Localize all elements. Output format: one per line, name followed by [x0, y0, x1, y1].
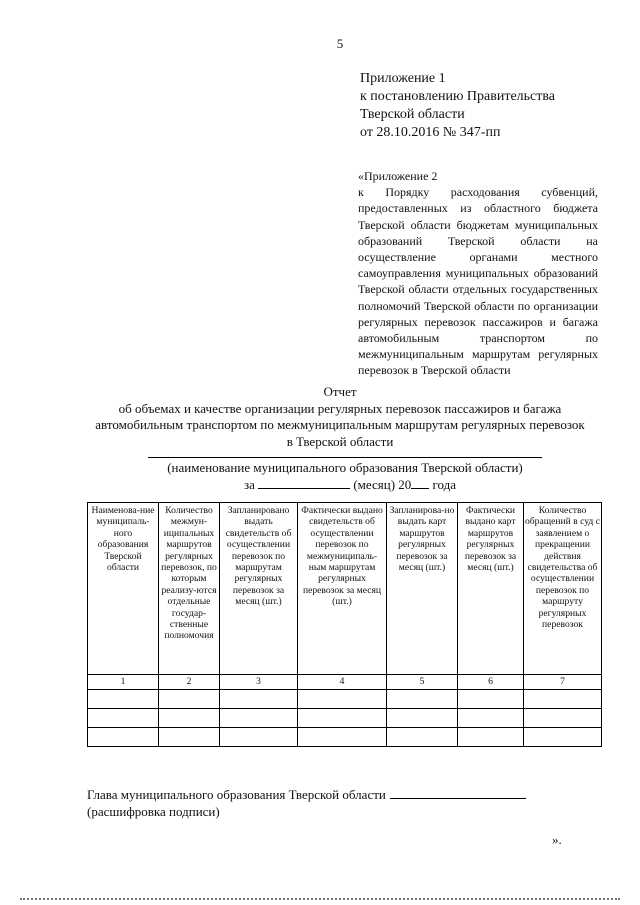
table-cell — [387, 690, 458, 709]
column-number: 1 — [88, 675, 159, 690]
period-za-label: за — [243, 477, 255, 492]
closing-quote: ». — [552, 832, 562, 847]
table-cell — [387, 728, 458, 747]
table-cell — [458, 690, 524, 709]
table-cell — [524, 690, 602, 709]
table-cell — [88, 690, 159, 709]
table-cell — [220, 709, 298, 728]
municipality-name-caption: (наименование муниципального образования Тверской области) — [167, 460, 523, 475]
table-cell — [298, 728, 387, 747]
report-subtitle-line: об объемах и качестве организации регулярных перевозок пассажиров и багажа — [118, 400, 562, 416]
table-header-cell: Количество межмун-иципальных маршрутов регулярных перевозок, по которым реализу-ются отдельные государ-ственные полномочия — [159, 503, 220, 675]
table-cell — [88, 728, 159, 747]
report-title-block — [80, 384, 600, 450]
municipality-name-line — [148, 457, 542, 458]
signature-line-row — [87, 786, 526, 803]
column-number: 6 — [458, 675, 524, 690]
signature-block — [87, 786, 526, 820]
appendix-1-line: Тверской области — [360, 107, 465, 122]
table-cell — [298, 690, 387, 709]
month-label: (месяц) 20 — [353, 477, 412, 492]
signature-decoding: (расшифровка подписи) — [87, 804, 220, 819]
signature-blank — [390, 787, 526, 799]
table-header-cell: Фактически выдано свидетельств об осуществлении перевозок по межмуниципаль-ным маршрутам регулярных перевозок за месяц (шт.) — [298, 503, 387, 675]
year-label: года — [432, 477, 457, 492]
table-cell — [524, 709, 602, 728]
column-number: 5 — [387, 675, 458, 690]
table-row — [88, 709, 602, 728]
table-header-cell: Запланирова-но выдать карт маршрутов регулярных перевозок за месяц (шт.) — [387, 503, 458, 675]
report-title: Отчет — [323, 384, 357, 399]
report-table — [87, 502, 602, 747]
table-header-cell: Количество обращений в суд с заявлением о прекращении действия свидетельства об осуществлении перевозок по маршруту регулярных перевозок — [524, 503, 602, 675]
table-cell — [88, 709, 159, 728]
report-subtitle-line: автомобильным транспортом по межмуниципальным маршрутам регулярных перевозок — [95, 417, 585, 432]
column-number: 4 — [298, 675, 387, 690]
table-header-cell: Фактически выдано карт маршрутов регулярных перевозок за месяц (шт.) — [458, 503, 524, 675]
table-cell — [220, 690, 298, 709]
table-cell — [387, 709, 458, 728]
table-cell — [220, 728, 298, 747]
column-number: 3 — [220, 675, 298, 690]
appendix-1-line: от 28.10.2016 № 347-пп — [360, 125, 501, 140]
report-subtitle-line: в Тверской области — [286, 433, 394, 449]
year-blank — [411, 478, 429, 489]
table-header-cell: Запланировано выдать свидетельств об осуществлении перевозок по маршрутам регулярных перевозок за месяц (шт.) — [220, 503, 298, 675]
table-number-row — [88, 675, 602, 690]
month-blank — [258, 478, 350, 489]
appendix-1-line: Приложение 1 — [360, 71, 446, 86]
period-row — [100, 477, 600, 493]
table-cell — [458, 709, 524, 728]
scan-bottom-edge — [20, 898, 620, 900]
column-number: 7 — [524, 675, 602, 690]
appendix-2-heading: «Приложение 2 — [358, 169, 438, 183]
signature-label: Глава муниципального образования Тверской области — [87, 787, 386, 802]
table-cell — [159, 709, 220, 728]
appendix-2-block — [358, 168, 598, 379]
table-row — [88, 728, 602, 747]
appendix-1-block — [360, 70, 555, 142]
column-number: 2 — [159, 675, 220, 690]
table-cell — [159, 728, 220, 747]
table-header-cell: Наименова-ние муниципаль-ного образования Тверской области — [88, 503, 159, 675]
table-cell — [524, 728, 602, 747]
appendix-2-body: к Порядку расходования субвенций, предоставленных из областного бюджета Тверской области бюджетам муниципальных образований Тверской области на осуществление органами местного самоуправления муниципальных образований Тверской области отдельных государственных полномочий Тверской области по организации регулярных перевозок пассажиров и багажа автомобильным транспортом по межмуниципальным маршрутам регулярных перевозок в Тверской области — [358, 185, 598, 378]
table-row — [88, 690, 602, 709]
appendix-1-line: к постановлению Правительства — [360, 89, 556, 104]
page-number: 5 — [336, 36, 344, 51]
table-header-row — [88, 503, 602, 675]
table-cell — [298, 709, 387, 728]
table-cell — [458, 728, 524, 747]
table-cell — [159, 690, 220, 709]
